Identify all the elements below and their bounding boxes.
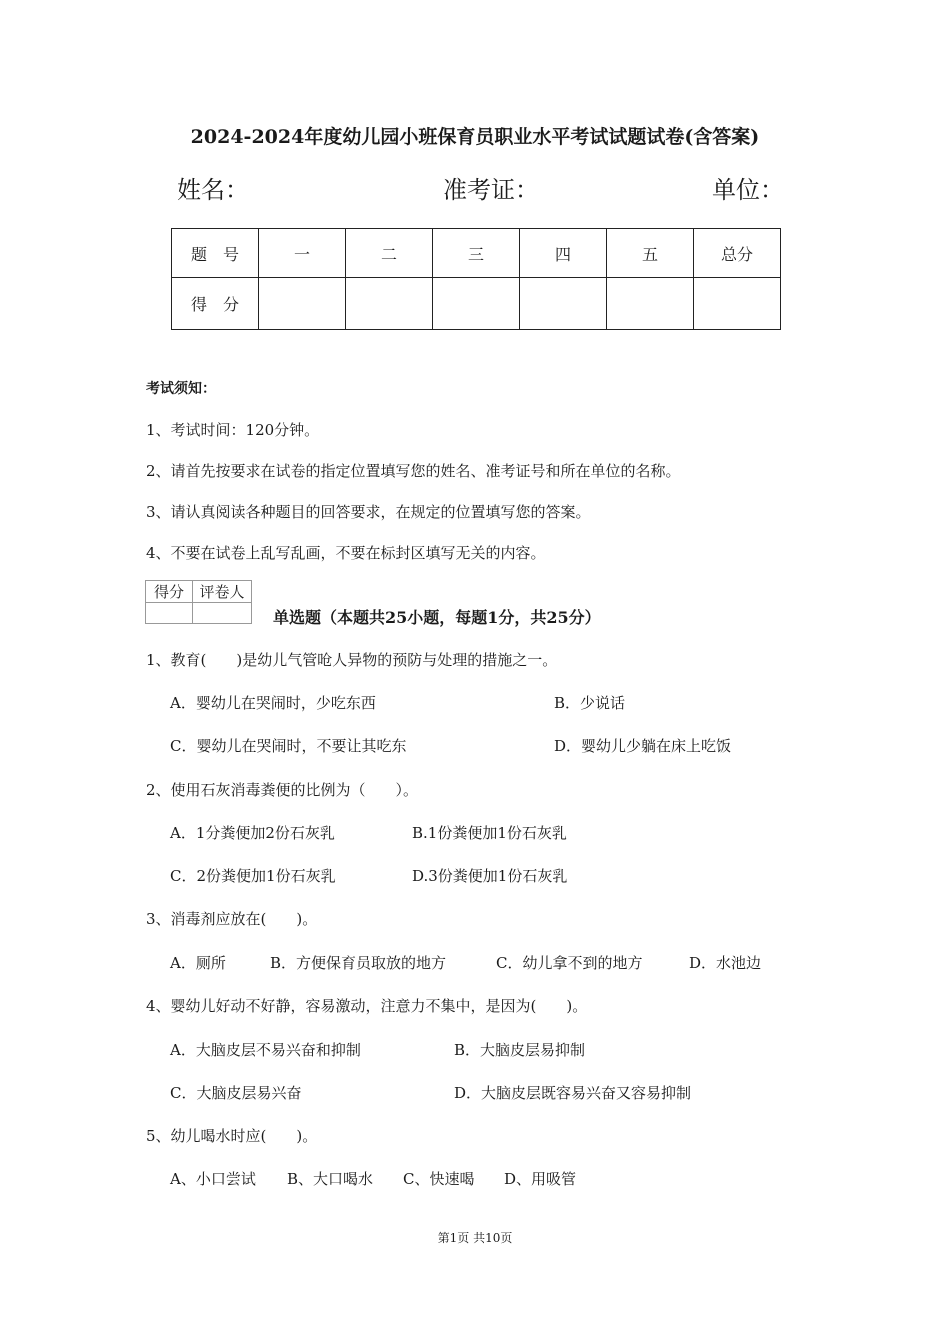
score-input-cell[interactable] (694, 278, 781, 330)
option[interactable]: B．少说话 (554, 694, 626, 712)
grader-score-label: 得分 (146, 581, 193, 603)
score-input-cell[interactable] (433, 278, 520, 330)
option[interactable]: B．方便保育员取放的地方 (270, 954, 447, 972)
option[interactable]: C、快速喝 (403, 1170, 475, 1188)
option[interactable]: B.1份粪便加1份石灰乳 (412, 824, 567, 842)
option[interactable]: C．大脑皮层易兴奋 (170, 1084, 302, 1102)
score-header-cell: 总分 (694, 229, 781, 278)
question-stem: 2、使用石灰消毒粪便的比例为（ ）。 (146, 781, 419, 799)
notice-item: 4、不要在试卷上乱写乱画，不要在标封区填写无关的内容。 (146, 544, 546, 562)
score-row-label: 得 分 (172, 278, 259, 330)
question-stem: 1、教育( )是幼儿气管呛人异物的预防与处理的措施之一。 (146, 651, 558, 669)
score-table-score-row (172, 278, 781, 330)
notice-item: 1、考试时间：120分钟。 (146, 421, 320, 439)
score-table (171, 228, 781, 330)
option[interactable]: D．水池边 (689, 954, 762, 972)
option[interactable]: C．2份粪便加1份石灰乳 (170, 867, 336, 885)
score-header-cell: 一 (259, 229, 346, 278)
grader-score-cell[interactable] (146, 603, 193, 624)
score-input-cell[interactable] (346, 278, 433, 330)
notice-item: 3、请认真阅读各种题目的回答要求，在规定的位置填写您的答案。 (146, 503, 591, 521)
score-header-cell: 五 (607, 229, 694, 278)
score-header-cell: 题 号 (172, 229, 259, 278)
score-input-cell[interactable] (520, 278, 607, 330)
notice-item: 2、请首先按要求在试卷的指定位置填写您的姓名、准考证号和所在单位的名称。 (146, 462, 681, 480)
grader-name-cell[interactable] (193, 603, 252, 624)
notice-title: 考试须知： (146, 381, 216, 397)
question-stem: 4、婴幼儿好动不好静，容易激动，注意力不集中，是因为( )。 (146, 997, 588, 1015)
grader-name-label: 评卷人 (193, 581, 252, 603)
grader-box (145, 580, 252, 624)
option[interactable]: A．婴幼儿在哭闹时，少吃东西 (170, 694, 376, 712)
score-input-cell[interactable] (259, 278, 346, 330)
exam-id-label: 准考证： (443, 176, 539, 204)
option[interactable]: B、大口喝水 (287, 1170, 374, 1188)
score-header-cell: 三 (433, 229, 520, 278)
option[interactable]: C．幼儿拿不到的地方 (496, 954, 643, 972)
score-table-header-row (172, 229, 781, 278)
unit-label: 单位： (712, 176, 784, 204)
option[interactable]: A．1分粪便加2份石灰乳 (170, 824, 335, 842)
section-title: 单选题（本题共25小题，每题1分，共25分） (273, 608, 601, 627)
option[interactable]: C．婴幼儿在哭闹时，不要让其吃东 (170, 737, 407, 755)
option[interactable]: A．厕所 (170, 954, 226, 972)
page-footer: 第1页 共10页 (437, 1231, 513, 1245)
name-label: 姓名： (177, 176, 249, 204)
score-header-cell: 四 (520, 229, 607, 278)
option[interactable]: A．大脑皮层不易兴奋和抑制 (170, 1041, 361, 1059)
question-stem: 5、幼儿喝水时应( )。 (146, 1127, 318, 1145)
option[interactable]: D．大脑皮层既容易兴奋又容易抑制 (454, 1084, 692, 1102)
option[interactable]: D、用吸管 (504, 1170, 577, 1188)
option[interactable]: B．大脑皮层易抑制 (454, 1041, 586, 1059)
score-input-cell[interactable] (607, 278, 694, 330)
page-title: 2024-2024年度幼儿园小班保育员职业水平考试试题试卷(含答案) (190, 126, 760, 148)
option[interactable]: D.3份粪便加1份石灰乳 (412, 867, 568, 885)
option[interactable]: A、小口尝试 (170, 1170, 256, 1188)
option[interactable]: D．婴幼儿少躺在床上吃饭 (554, 737, 732, 755)
question-stem: 3、消毒剂应放在( )。 (146, 910, 318, 928)
score-header-cell: 二 (346, 229, 433, 278)
